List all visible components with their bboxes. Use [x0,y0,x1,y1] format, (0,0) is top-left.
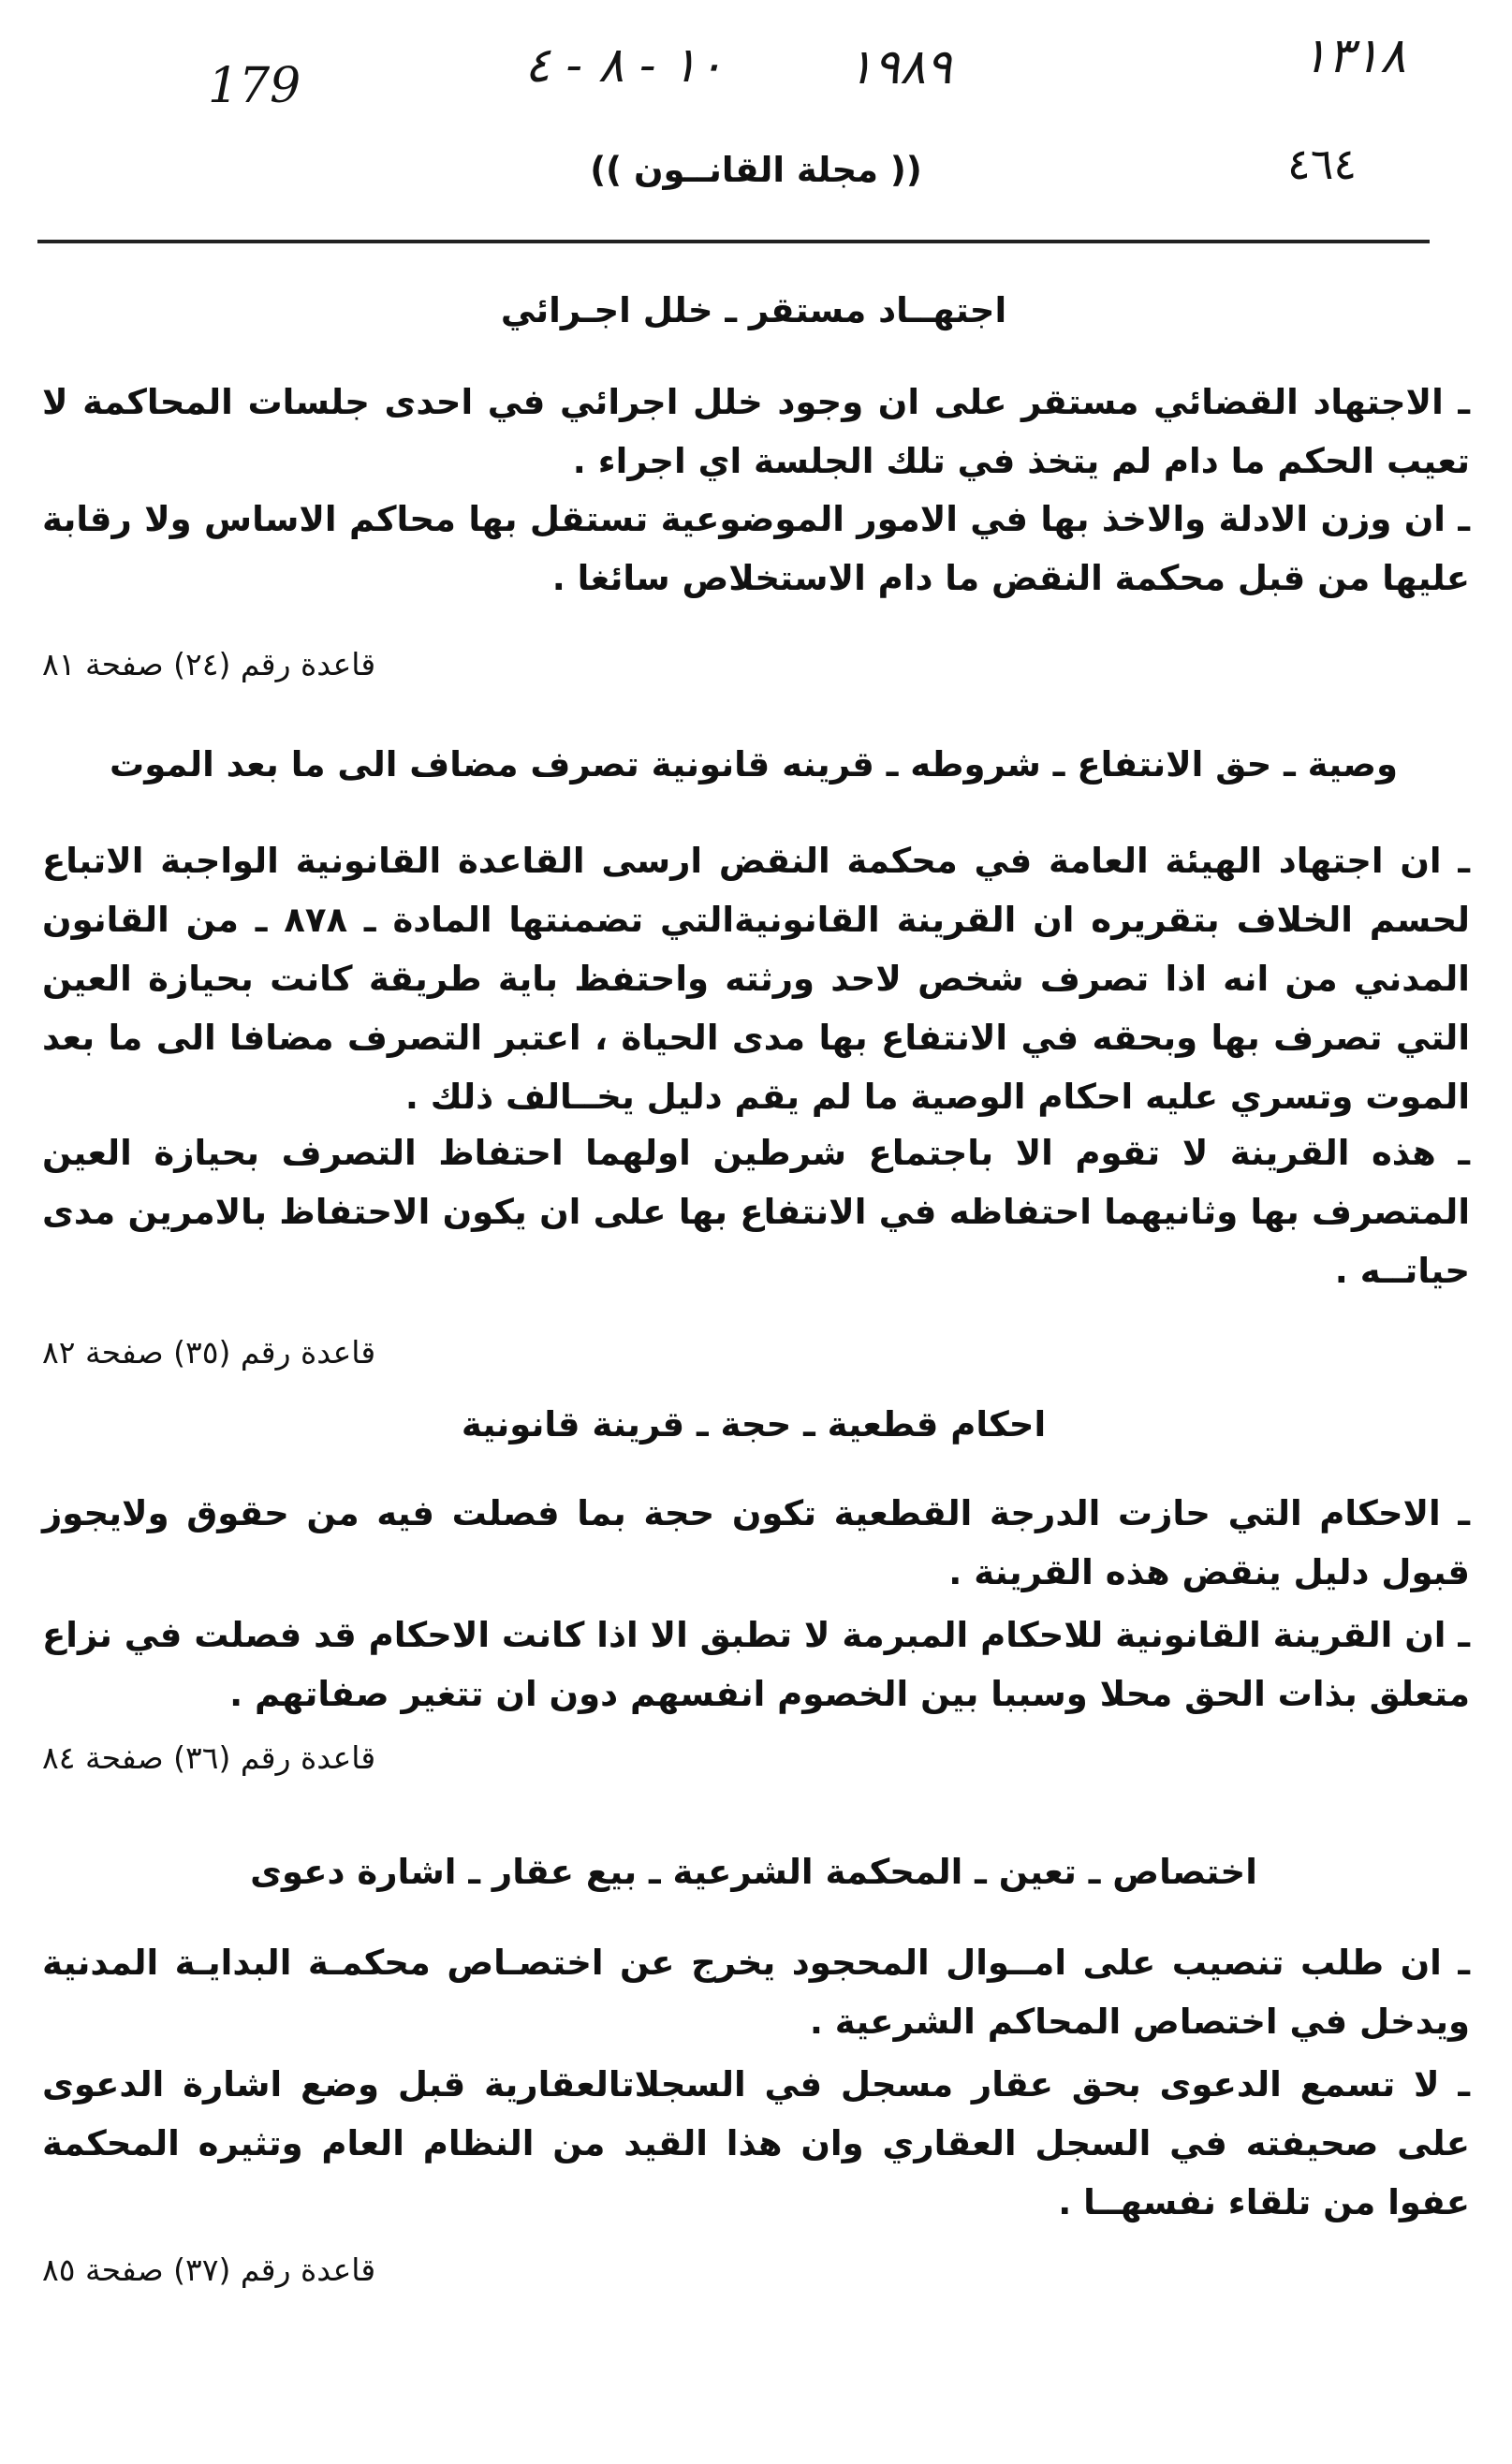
section-paragraph: ـ هذه القرينة لا تقوم الا باجتماع شرطين اولهما احتفاظ التصرف بحيازة العين المتصرف بها وثانيهما احتفاظه في الانتفاع بها على ان يكون الاحتفاظ بالامرين مدى حياتــه . [42,1133,1470,1291]
rule-reference: قاعدة رقم (٣٦) صفحة ٨٤ [42,1739,376,1776]
section-paragraph: ـ ان القرينة القانونية للاحكام المبرمة لا تطبق الا اذا كانت الاحكام قد فصلت في نزاع متعلق بذات الحق محلا وسببا بين الخصوم انفسهم دون ان تتغير صفاتهم . [42,1615,1470,1714]
handwritten-number: 179 [208,58,301,114]
header-divider [37,240,1430,243]
section-title: اجتهــاد مستقر ـ خلل اجـرائي [500,290,1007,330]
rule-reference: قاعدة رقم (٢٤) صفحة ٨١ [42,646,376,682]
handwritten-day-month: ١٠ - ٨ - ٤ [524,37,725,94]
section-paragraph: ـ الاجتهاد القضائي مستقر على ان وجود خلل اجرائي في احدى جلسات المحاكمة لا تعيب الحكم ما دام لم يتخذ في تلك الجلسة اي اجراء . [42,382,1470,481]
handwritten-code: ١٣١٨ [1301,28,1406,84]
section-paragraph: ـ لا تسمع الدعوى بحق عقار مسجل في السجلاتالعقارية قبل وضع اشارة الدعوى على صحيفته في السجل العقاري وان هذا القيد من النظام العام وتثيره المحكمة عفوا من تلقاء نفسهــا . [42,2064,1470,2222]
section-paragraph: ـ الاحكام التي حازت الدرجة القطعية تكون حجة بما فصلت فيه من حقوق ولايجوز قبول دليل ينقض هذه القرينة . [42,1493,1470,1592]
section-paragraph: ـ ان وزن الادلة والاخذ بها في الامور الموضوعية تستقل بها محاكم الاساس ولا رقابة عليها من قبل محكمة النقض ما دام الاستخلاص سائغا . [42,499,1470,598]
page-number: ٤٦٤ [1287,139,1358,189]
section-title: اختصاص ـ تعين ـ المحكمة الشرعية ـ بيع عقار ـ اشارة دعوى [250,1852,1257,1892]
section-title: احكام قطعية ـ حجة ـ قرينة قانونية [461,1404,1047,1445]
section-title: وصية ـ حق الانتفاع ـ شروطه ـ قرينه قانونية تصرف مضاف الى ما بعد الموت [110,744,1398,785]
section-paragraph: ـ ان طلب تنصيب على امــوال المحجود يخرج عن اختصـاص محكمـة البدايـة المدنية ويدخل في اختصاص المحاكم الشرعية . [42,1943,1470,2042]
journal-title: (( مجلة القانــون )) [590,150,922,190]
rule-reference: قاعدة رقم (٣٥) صفحة ٨٢ [42,1334,376,1371]
rule-reference: قاعدة رقم (٣٧) صفحة ٨٥ [42,2251,376,2288]
handwritten-year: ١٩٨٩ [847,39,952,95]
section-paragraph: ـ ان اجتهاد الهيئة العامة في محكمة النقض ارسى القاعدة القانونية الواجبة الاتباع لحسم الخلاف بتقريره ان القرينة القانونيةالتي تضمنتها المادة ـ ٨٧٨ ـ من القانون المدني من انه اذا تصرف شخص لاحد ورثته واحتفظ باية طريقة كانت بحيازة العين التي تصرف بها وبحقه في الانتفاع بها مدى الحياة ، اعتبر التصرف مضافا الى ما بعد الموت وتسري عليه احكام الوصية ما لم يقم دليل يخــالف ذلك . [42,841,1470,1117]
